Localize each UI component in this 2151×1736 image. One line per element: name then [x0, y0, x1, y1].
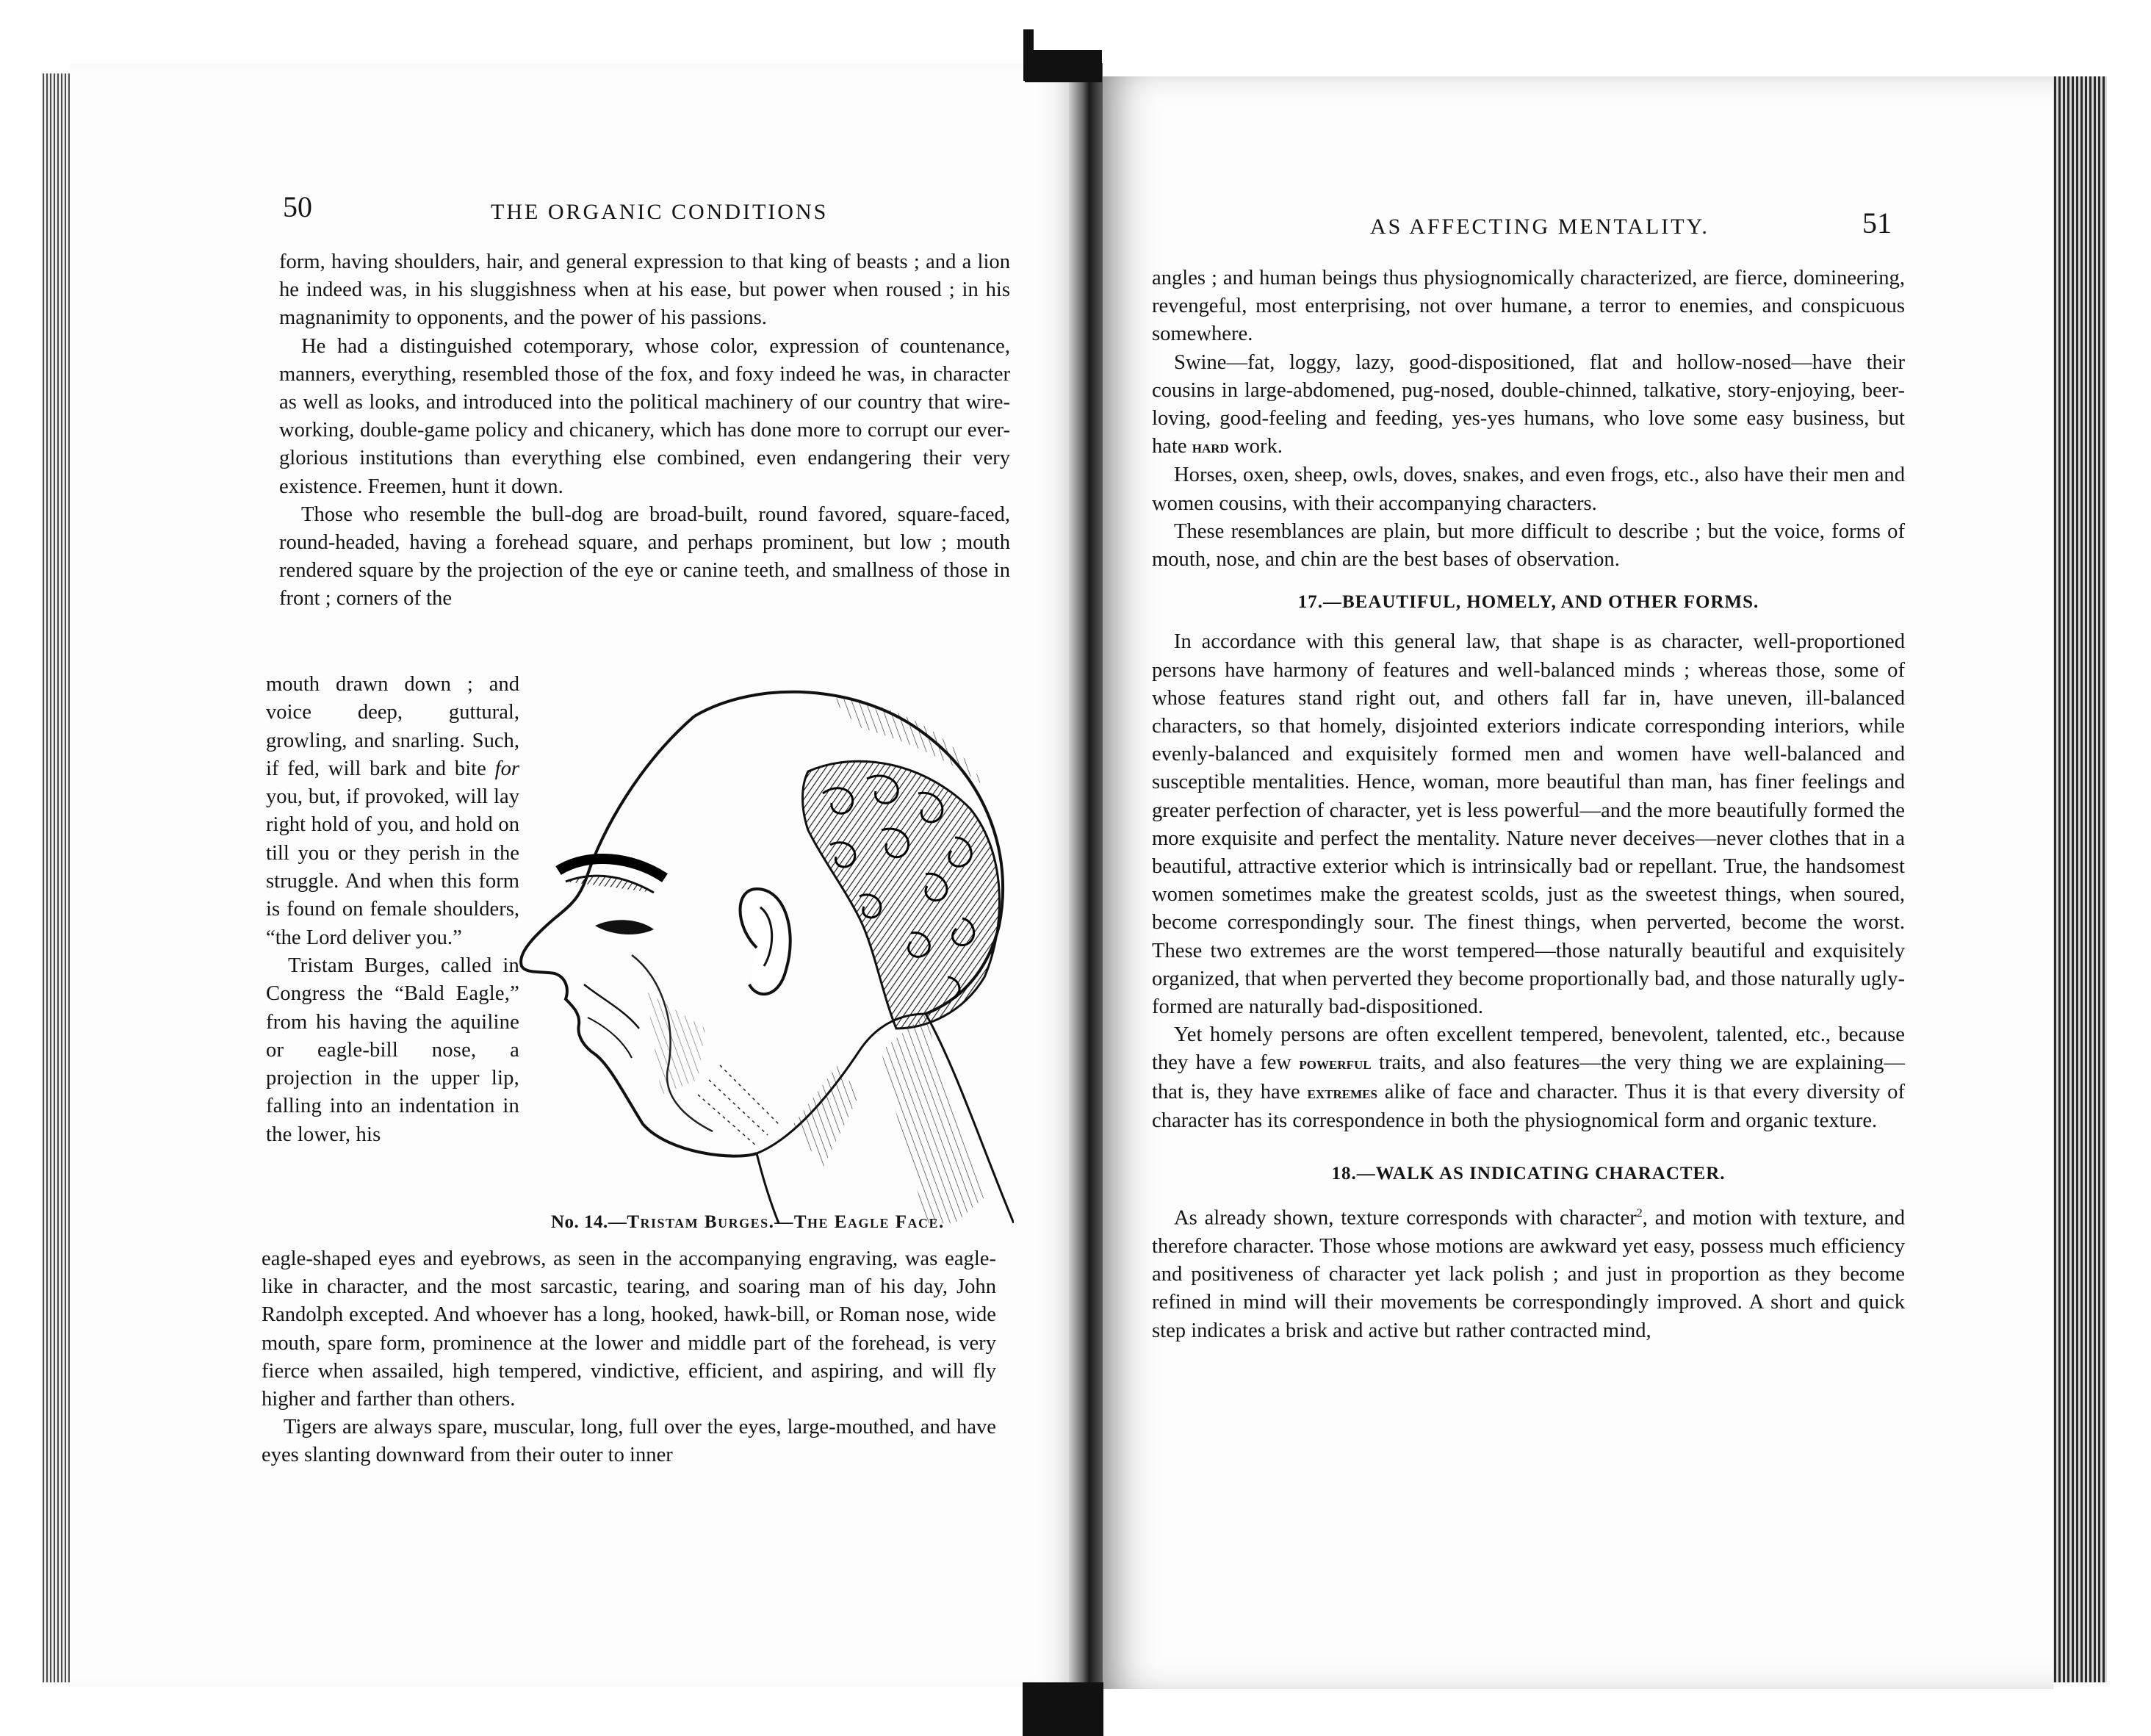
right-para-2	[1152, 349, 1905, 462]
caption-title: Tristam Burges.—The Eagle Face.	[627, 1212, 945, 1232]
bookmark-ribbon	[1023, 29, 1034, 81]
right-para-3: Horses, oxen, sheep, owls, doves, snakes, and even frogs, etc., also have their men and women cousins, with their accompanying characters.	[1152, 464, 1905, 515]
book-gutter	[1069, 63, 1103, 1694]
right-para-6	[1152, 1021, 1905, 1135]
right-para-7-text-a: As already shown, texture corresponds with character	[1174, 1206, 1637, 1230]
right-para-6-powerful: powerful	[1299, 1054, 1372, 1074]
narrow-text-b: you, but, if provoked, will lay right hold of you, and hold on till you or they perish in the struggle. And when this form is found on female shoulders, “the Lord deliver you.”	[266, 785, 519, 949]
left-para-3: Those who resemble the bull-dog are broad-built, round favored, square-faced, round-headed, having a forehead square, and perhaps prominent, but low ; mouth rendered square by the projection of the eye or canine teeth, and smallness of those in front ; corners of the	[279, 503, 1010, 611]
narrow-para-c: Tristam Burges, called in Congress the “Bald Eagle,” from his having the aquiline or eagle-bill nose, a projection in the upper lip, falling into an indentation in the lower, his	[266, 954, 519, 1146]
right-para-7-text-b: , and motion with texture, and therefore character. Those whose motions are awkward yet easy, possess much efficiency and positiveness of character yet lack polish ; and just in proportion as they become refined in mind will their movements be correspondingly improved. A short and quick step indicates a brisk and active but rather contracted mind,	[1152, 1206, 1905, 1342]
right-para-4: These resemblances are plain, but more difficult to describe ; but the voice, forms of mouth, nose, and chin are the best bases of observation.	[1152, 519, 1905, 572]
right-para-6-text-c: alike of face and character. Thus it is that every diversity of character has its correspondence in both the physiognomical form and organic texture.	[1152, 1080, 1906, 1132]
left-para-5: Tigers are always spare, muscular, long, full over the eyes, large-mouthed, and have eyes slanting downward from their outer to inner	[262, 1416, 996, 1467]
right-column	[1152, 264, 1905, 1345]
left-column-bottom	[262, 1245, 996, 1470]
right-para-5: In accordance with this general law, that shape is as character, well-proportioned persons have harmony of features and well-balanced minds ; whereas those, some of whose features stand right out, and others fall far in, have uneven, ill-balanced characters, so that homely, disjointed exteriors indicate corresponding interiors, while evenly-balanced and exquisitely formed men and women have well-balanced and susceptible mentalities. Hence, woman, more beautiful than man, has finer feelings and greater perfection of character, yet is less powerful—and the more beautifully formed the more exquisite and perfect the mentality. Nature never deceives—never clothes that in a beautiful, attractive exterior which is intrinsically bad or repellant. True, the handsomest women sometimes make the greatest scolds, just as the sweetest things, when soured, become correspondingly sour. The finest things, when perverted, become the worst. These two extremes are the worst tempered—those naturally beautiful and exquisitely organized, that when perverted they become proportionally bad, and those naturally ugly-formed are naturally bad-dispositioned.	[1152, 630, 1905, 1019]
right-para-2-hard: hard	[1192, 438, 1229, 458]
left-column-top	[279, 248, 1010, 613]
right-para-7	[1152, 1200, 1905, 1345]
left-running-head: THE ORGANIC CONDITIONS	[491, 200, 829, 224]
right-running-head: AS AFFECTING MENTALITY.	[1370, 215, 1709, 239]
gutter-shadow-top	[1025, 50, 1102, 82]
narrow-emphasis-for: for	[494, 757, 519, 780]
right-page-number: 51	[1862, 206, 1892, 239]
left-para-2: He had a distinguished cotemporary, whose color, expression of countenance, manners, everything, resembled those of the fox, and foxy indeed he was, in character as well as looks, and introduced into the political machinery of our country that wire-working, double-game policy and chicanery, which has done more to corrupt our ever-glorious institutions than everything else combined, even endangering their very existence. Freemen, hunt it down.	[279, 334, 1010, 498]
left-narrow-column	[266, 671, 519, 1149]
right-para-6-extremes: extremes	[1307, 1083, 1377, 1103]
footnote-marker[interactable]: 2	[1636, 1207, 1643, 1220]
right-page-edges	[2050, 76, 2107, 1682]
figure-caption	[551, 1212, 1006, 1233]
right-para-2-text-b: work.	[1234, 435, 1283, 458]
section-heading-17: 17.—BEAUTIFUL, HOMELY, AND OTHER FORMS.	[1297, 592, 1759, 613]
narrow-para-a	[266, 671, 519, 952]
gutter-shadow-bottom	[1023, 1682, 1103, 1736]
left-page-edges	[43, 73, 72, 1682]
right-para-1: angles ; and human beings thus physiognomically characterized, are fierce, domineering, revengeful, most enterprising, not over humane, a terror to enemies, and conspicuous somewhere.	[1152, 267, 1905, 346]
narrow-text-a: mouth drawn down ; and voice deep, guttural, growling, and snarling. Such, if fed, will bark and bite	[266, 673, 519, 780]
left-para-4: eagle-shaped eyes and eyebrows, as seen in the accompanying engraving, was eagle-like in character, and the most sarcastic, tearing, and soaring man of his day, John Randolph excepted. And whoever has a long, hooked, hawk-bill, or Roman nose, wide mouth, spare form, prominence at the lower and middle part of the forehead, is very fierce when assailed, high tempered, vindictive, efficient, and aspiring, and will fly higher and farther than others.	[262, 1247, 996, 1411]
right-para-2-text-a: Swine—fat, loggy, lazy, good-dispositioned, flat and hollow-nosed—have their cousins in large-abdomened, pug-nosed, double-chinned, talkative, story-enjoying, beer-loving, good-feeling and feeding, yes-yes humans, who love some easy business, but hate	[1152, 350, 1905, 458]
left-para-1: form, having shoulders, hair, and general expression to that king of beasts ; and a lion he indeed was, in his sluggishness when at his ease, but power when roused ; in his magnanimity to opponents, and the power of his passions.	[279, 251, 1010, 330]
profile-portrait-engraving	[514, 683, 1014, 1223]
right-para-6-text-a: Yet homely persons are often excellent tempered, benevolent, talented, etc., because they have a few	[1152, 1023, 1905, 1075]
left-page-number: 50	[283, 190, 312, 223]
right-para-6-text-b: traits, and also features—the very thing we are explaining—that is, they have	[1152, 1051, 1905, 1103]
section-heading-18: 18.—WALK AS INDICATING CHARACTER.	[1331, 1164, 1726, 1184]
caption-number: No. 14.—	[551, 1212, 627, 1232]
